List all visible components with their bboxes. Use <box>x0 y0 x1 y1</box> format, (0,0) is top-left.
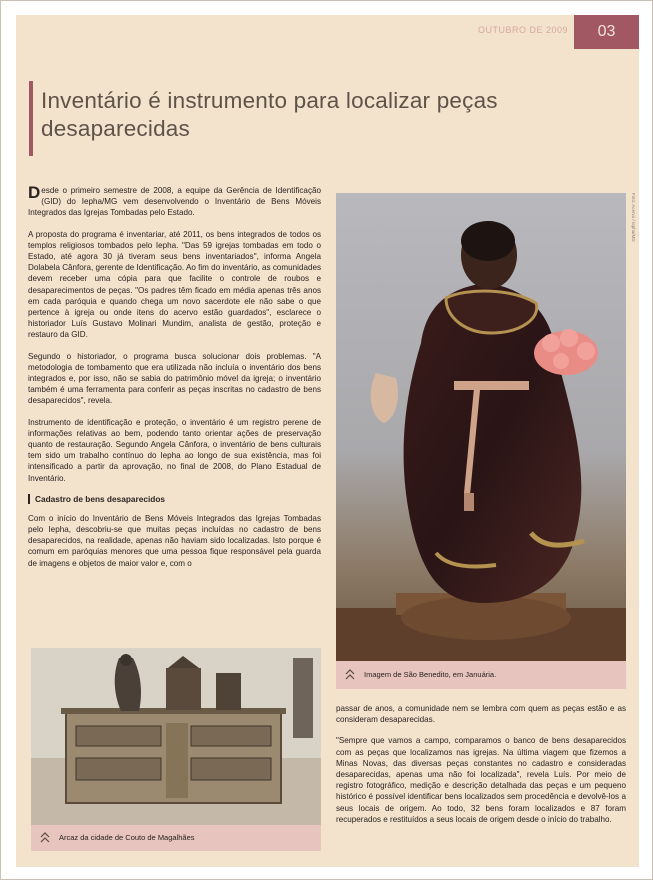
paragraph-2: A proposta do programa é inventariar, até 2011, os bens integrados de todos os templos religiosos tombados pelo Iepha. "Das 59 igrejas tombadas em todo o Estado, até agora 30 já tiveram seus bens inventariados", informa Angela Dolabela Cânfora, gerente de Identificação. Ao fim do inventário, as comunidades devem receber uma cópia para que facilite o controle de roubos e desaparecimentos de peças. "Os padres têm ficado em média apenas três anos em cada paróquia e quando chega um novo sacerdote ele não sabe o que pertence à igreja ou onde itens do acervo estão guardados", esclarece o historiador Luís Gustavo Molinari Mundim, analista de gestão, proteção e restauro da GID. <box>28 229 321 340</box>
issue-date: OUTUBRO DE 2009 <box>477 25 568 35</box>
caption-chevron-icon <box>40 831 50 845</box>
saint-caption: Imagem de São Benedito, em Januária. <box>364 670 497 679</box>
paragraph-7: "Sempre que vamos a campo, comparamos o banco de bens desaparecidos com as peças que localizamos nas igrejas. Na última viagem que fizemos a Minas Novas, das diversas peças constantes no cadastro e consideradas desaparecidas, apenas uma não foi localizada", revela Luís. Por meio de registro fotográfico, medição e descrição detalhada das peças e um pequeno histórico é possível identificar bens localizados sem procedência e devolvê-los a seus locais de origem. Ao todo, 32 bens foram localizados e 87 foram recuperados e restituídos a seus locais de origem desde o início do trabalho. <box>336 736 626 824</box>
article-title: Inventário é instrumento para localizar peças desaparecidas <box>41 88 498 141</box>
paragraph-3: Segundo o historiador, o programa busca solucionar dois problemas. "A metodologia de tombamento que era utilizada não incluía o inventário dos bens integrados e, por isso, não se sabia do patrimônio móvel da igreja; o inventário também é uma ferramenta para conferir as peças inscritas no cadastro de bens desaparecidos", revela. <box>28 351 321 406</box>
chest-illustration <box>31 648 321 825</box>
caption-chevron-icon <box>345 668 355 682</box>
magazine-page <box>16 15 639 867</box>
title-accent-bar <box>29 81 33 156</box>
lead-text: esde o primeiro semestre de 2008, a equipe da Gerência de Identificação (GID) do Iepha/MG vem desenvolvendo o Inventário de Bens Móveis Integrados das Igrejas Tombadas pelo Estado. <box>28 186 321 218</box>
lead-paragraph <box>28 185 321 219</box>
saint-statue-illustration <box>336 193 626 661</box>
photo-credit: Foto: Acervo / Iepha/MG <box>631 193 636 242</box>
paragraph-5: Com o início do Inventário de Bens Móveis Integrados das Igrejas Tombadas pelo Iepha, descobriu-se que muitas peças incluídas no cadastro de bens desaparecidos, na realidade, apenas não haviam sido localizadas. Isto porque é comum em paróquias menores que uma pessoa fique responsável pela guarda de imagens e objetos de maior valor e, com o <box>28 513 321 568</box>
article-column-left <box>28 185 321 579</box>
drop-cap: D <box>28 183 41 202</box>
paragraph-6: passar de anos, a comunidade nem se lembra com quem as peças estão e as consideram desaparecidas. <box>336 704 626 725</box>
chest-caption: Arcaz da cidade de Couto de Magalhães <box>59 833 195 842</box>
section-subheading: Cadastro de bens desaparecidos <box>28 494 321 504</box>
page-number: 03 <box>574 15 639 49</box>
paragraph-4: Instrumento de identificação e proteção, o inventário é um registro perene de informações relativas ao bem, podendo tanto orientar ações de preservação quanto de restauração. Segundo Angela Cânfora, o inventário de bens culturais tem sido um trabalho contínuo do Iepha ao longo de sua existência, mas foi intensificado a partir da aprovação, no final de 2008, do Plano Estadual de Inventário. <box>28 417 321 483</box>
chest-photo <box>31 648 321 825</box>
article-column-right <box>336 703 626 835</box>
saint-statue-photo <box>336 193 626 661</box>
chest-caption-box <box>31 825 321 851</box>
saint-caption-box <box>336 661 626 689</box>
